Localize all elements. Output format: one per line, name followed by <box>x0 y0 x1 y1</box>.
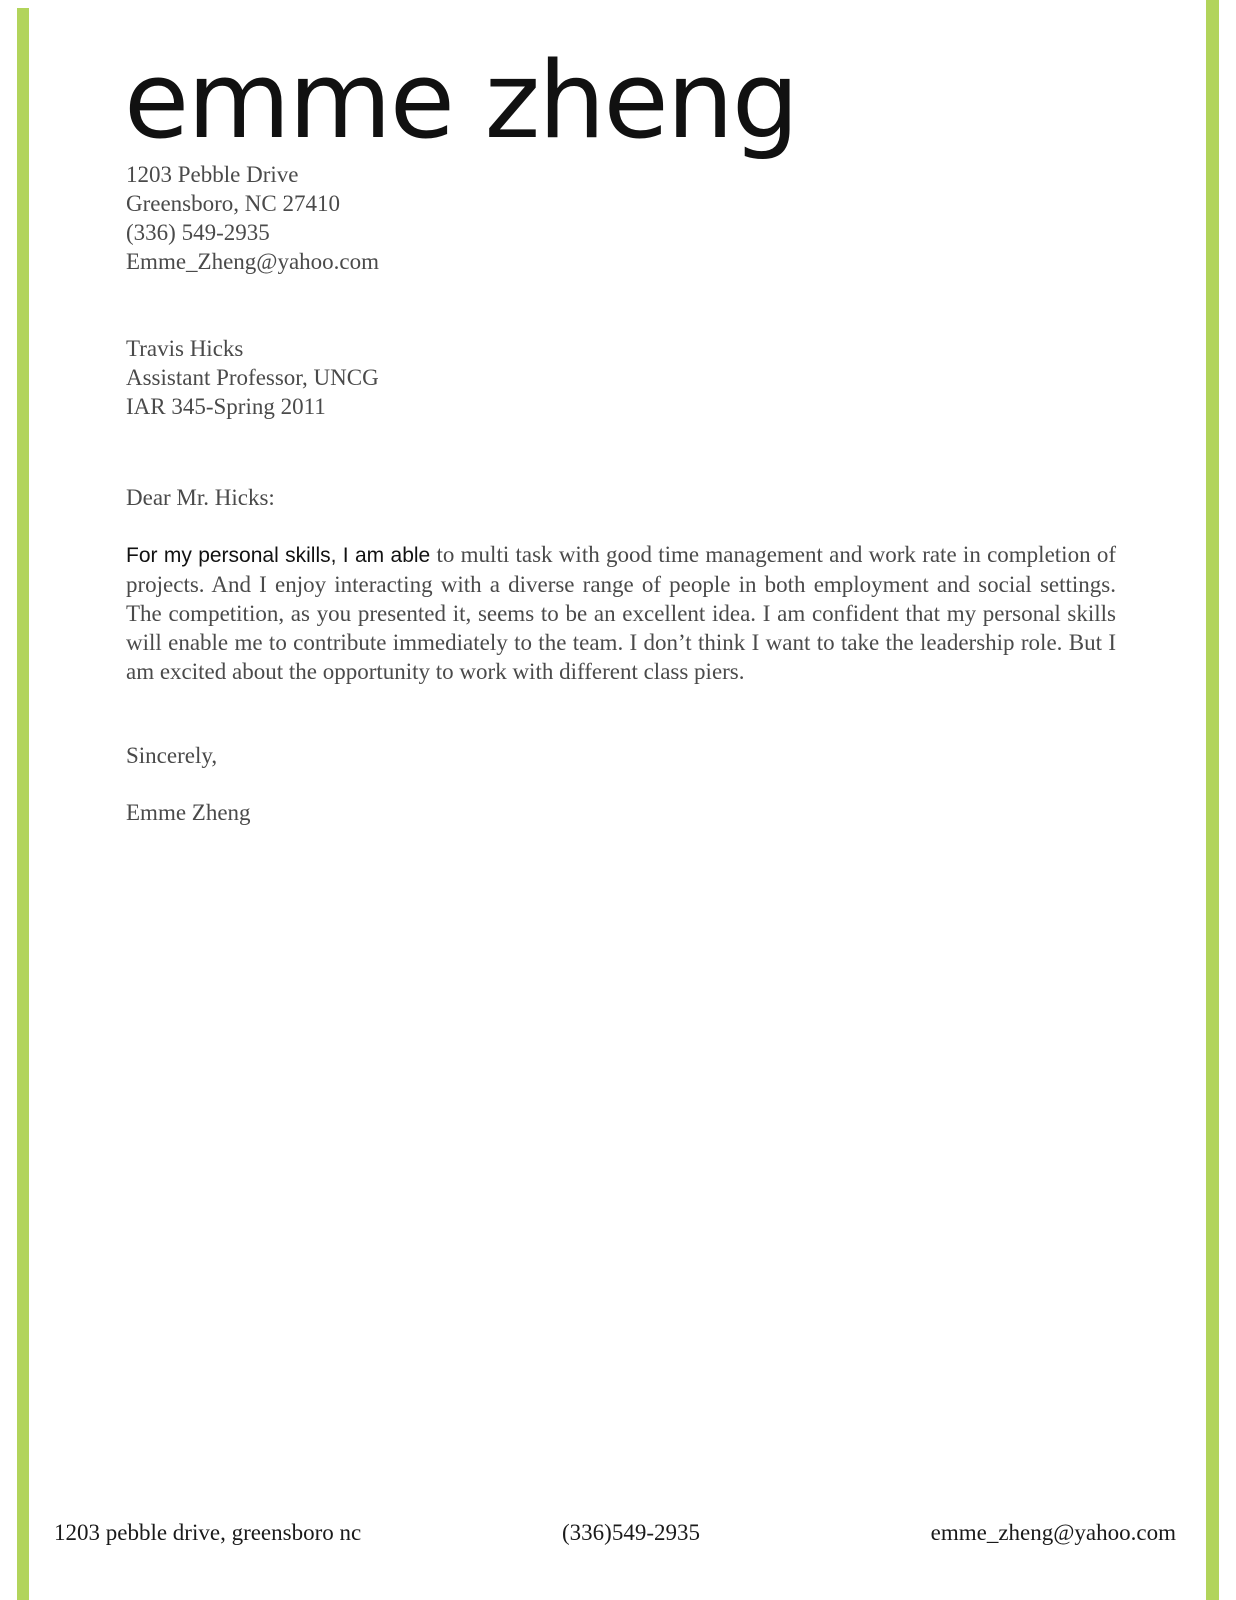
footer-email: emme_zheng@yahoo.com <box>930 1520 1176 1545</box>
letter-body-rest: to multi task with good time management and work rate in completion of projects. And I enjoy interacting with a diverse range of people in both employment and social settings. The competition, as you presented it, seems to be an excellent idea. I am confident that my personal skills will enable me to contribute immediately to the team. I don’t think I want to take the leadership role. But I am excited about the opportunity to work with different class piers. <box>126 542 1116 684</box>
letter-body-lead: For my personal skills, I am able <box>126 544 431 567</box>
closing: Sincerely, <box>126 743 218 768</box>
footer-phone: (336)549-2935 <box>562 1520 700 1545</box>
signature-name: Emme Zheng <box>126 800 251 825</box>
sender-phone: (336) 549-2935 <box>126 220 270 245</box>
salutation: Dear Mr. Hicks: <box>126 485 275 510</box>
recipient-block <box>126 334 379 421</box>
sender-street: 1203 Pebble Drive <box>126 162 299 187</box>
left-accent-bar <box>17 8 29 1600</box>
recipient-course: IAR 345-Spring 2011 <box>126 394 326 419</box>
footer-address: 1203 pebble drive, greensboro nc <box>54 1520 362 1545</box>
sender-city-state-zip: Greensboro, NC 27410 <box>126 191 340 216</box>
letter-body <box>126 540 1116 686</box>
recipient-title: Assistant Professor, UNCG <box>126 365 379 390</box>
recipient-name: Travis Hicks <box>126 336 244 361</box>
right-accent-bar <box>1206 0 1219 1600</box>
sender-address-block <box>126 160 379 276</box>
sender-email: Emme_Zheng@yahoo.com <box>126 249 380 274</box>
letterhead-name: emme zheng <box>124 39 798 162</box>
